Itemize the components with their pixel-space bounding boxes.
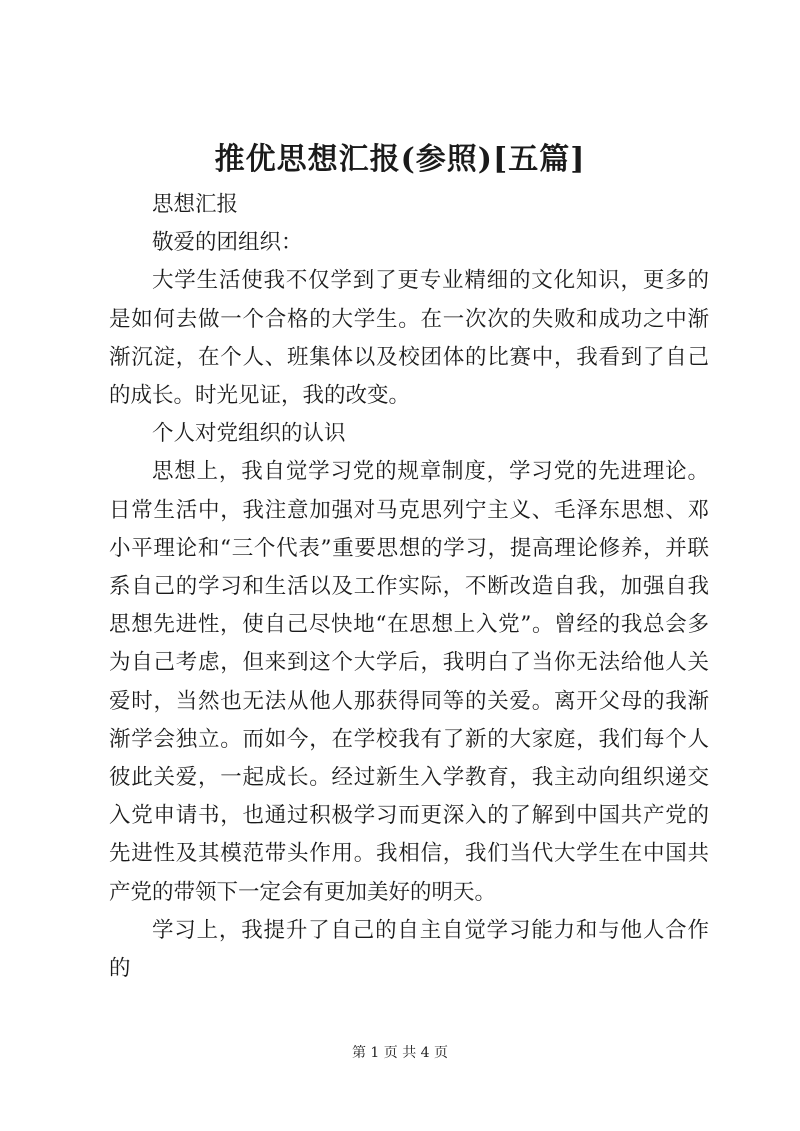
document-title: 推优思想汇报(参照)[五篇]: [214, 142, 586, 177]
paragraph-report-heading: 思想汇报: [152, 192, 239, 217]
paragraph-ideology: 思想上，我自觉学习党的规章制度，学习党的先进理论。日常生活中，我注意加强对马克思列宁主义、毛泽东思想、邓小平理论和“三个代表”重要思想的学习，提高理论修养，并联系自己的学习和生活以及工作实际，不断改造自我，加强自我思想先进性，使自己尽快地“在思想上入党”。曾经的我总会多为自己考虑，但来到这个大学后，我明白了当你无法给他人关爱时，当然也无法从他人那获得同等的关爱。离开父母的我渐渐学会独立。而如今，在学校我有了新的大家庭，我们每个人彼此关爱，一起成长。经过新生入学教育，我主动向组织递交入党申请书，也通过积极学习而更深入的了解到中国共产党的先进性及其模范带头作用。我相信，我们当代大学生在中国共产党的带领下一定会有更加美好的明天。: [109, 459, 709, 905]
paragraph-study: 学习上，我提升了自己的自主自觉学习能力和与他人合作的: [109, 917, 709, 982]
document-body: [109, 186, 709, 988]
paragraph-section-heading: 个人对党组织的认识: [152, 421, 346, 447]
paragraph-intro: 大学生活使我不仅学到了更专业精细的文化知识，更多的是如何去做一个合格的大学生。在一次次的失败和成功之中渐渐沉淀，在个人、班集体以及校团体的比赛中，我看到了自己的成长。时光见证，我的改变。: [109, 268, 709, 409]
paragraph-salutation: 敬爱的团组织：: [152, 230, 303, 256]
page-footer: 第 1 页 共 4 页: [351, 1045, 449, 1061]
